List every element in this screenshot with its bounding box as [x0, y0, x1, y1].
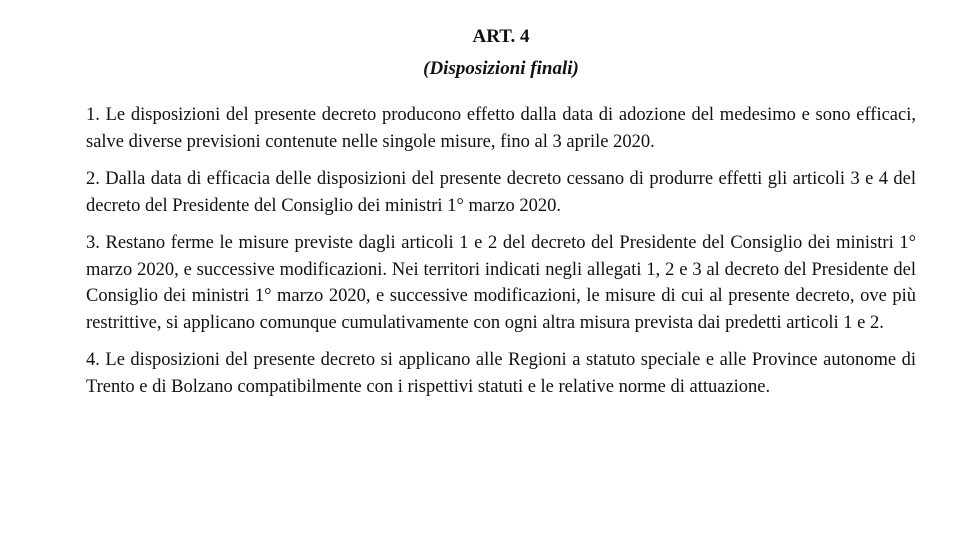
- paragraph-4: 4. Le disposizioni del presente decreto si applicano alle Regioni a statuto speciale e alle Province autonome di Trento e di Bolzano compatibilmente con i rispettivi statuti e le relative norme di attuazione.: [86, 350, 916, 397]
- document-page: [86, 18, 916, 400]
- paragraph-3: 3. Restano ferme le misure previste dagli articoli 1 e 2 del decreto del Presidente del Consiglio dei ministri 1° marzo 2020, e successive modificazioni. Nei territori indicati negli allegati 1, 2 e 3 al decreto del Presidente del Consiglio dei ministri 1° marzo 2020, e successive modificazioni, le misure di cui al presente decreto, ove più restrittive, si applicano comunque cumulativamente con ogni altra misura prevista dai predetti articoli 1 e 2.: [86, 233, 916, 333]
- article-title: ART. 4: [472, 26, 530, 47]
- article-subtitle: (Disposizioni finali): [423, 58, 579, 79]
- paragraph-1: 1. Le disposizioni del presente decreto producono effetto dalla data di adozione del medesimo e sono efficaci, salve diverse previsioni contenute nelle singole misure, fino al 3 aprile 2020.: [86, 105, 916, 152]
- paragraph-2: 2. Dalla data di efficacia delle disposizioni del presente decreto cessano di produrre effetti gli articoli 3 e 4 del decreto del Presidente del Consiglio dei ministri 1° marzo 2020.: [86, 169, 916, 216]
